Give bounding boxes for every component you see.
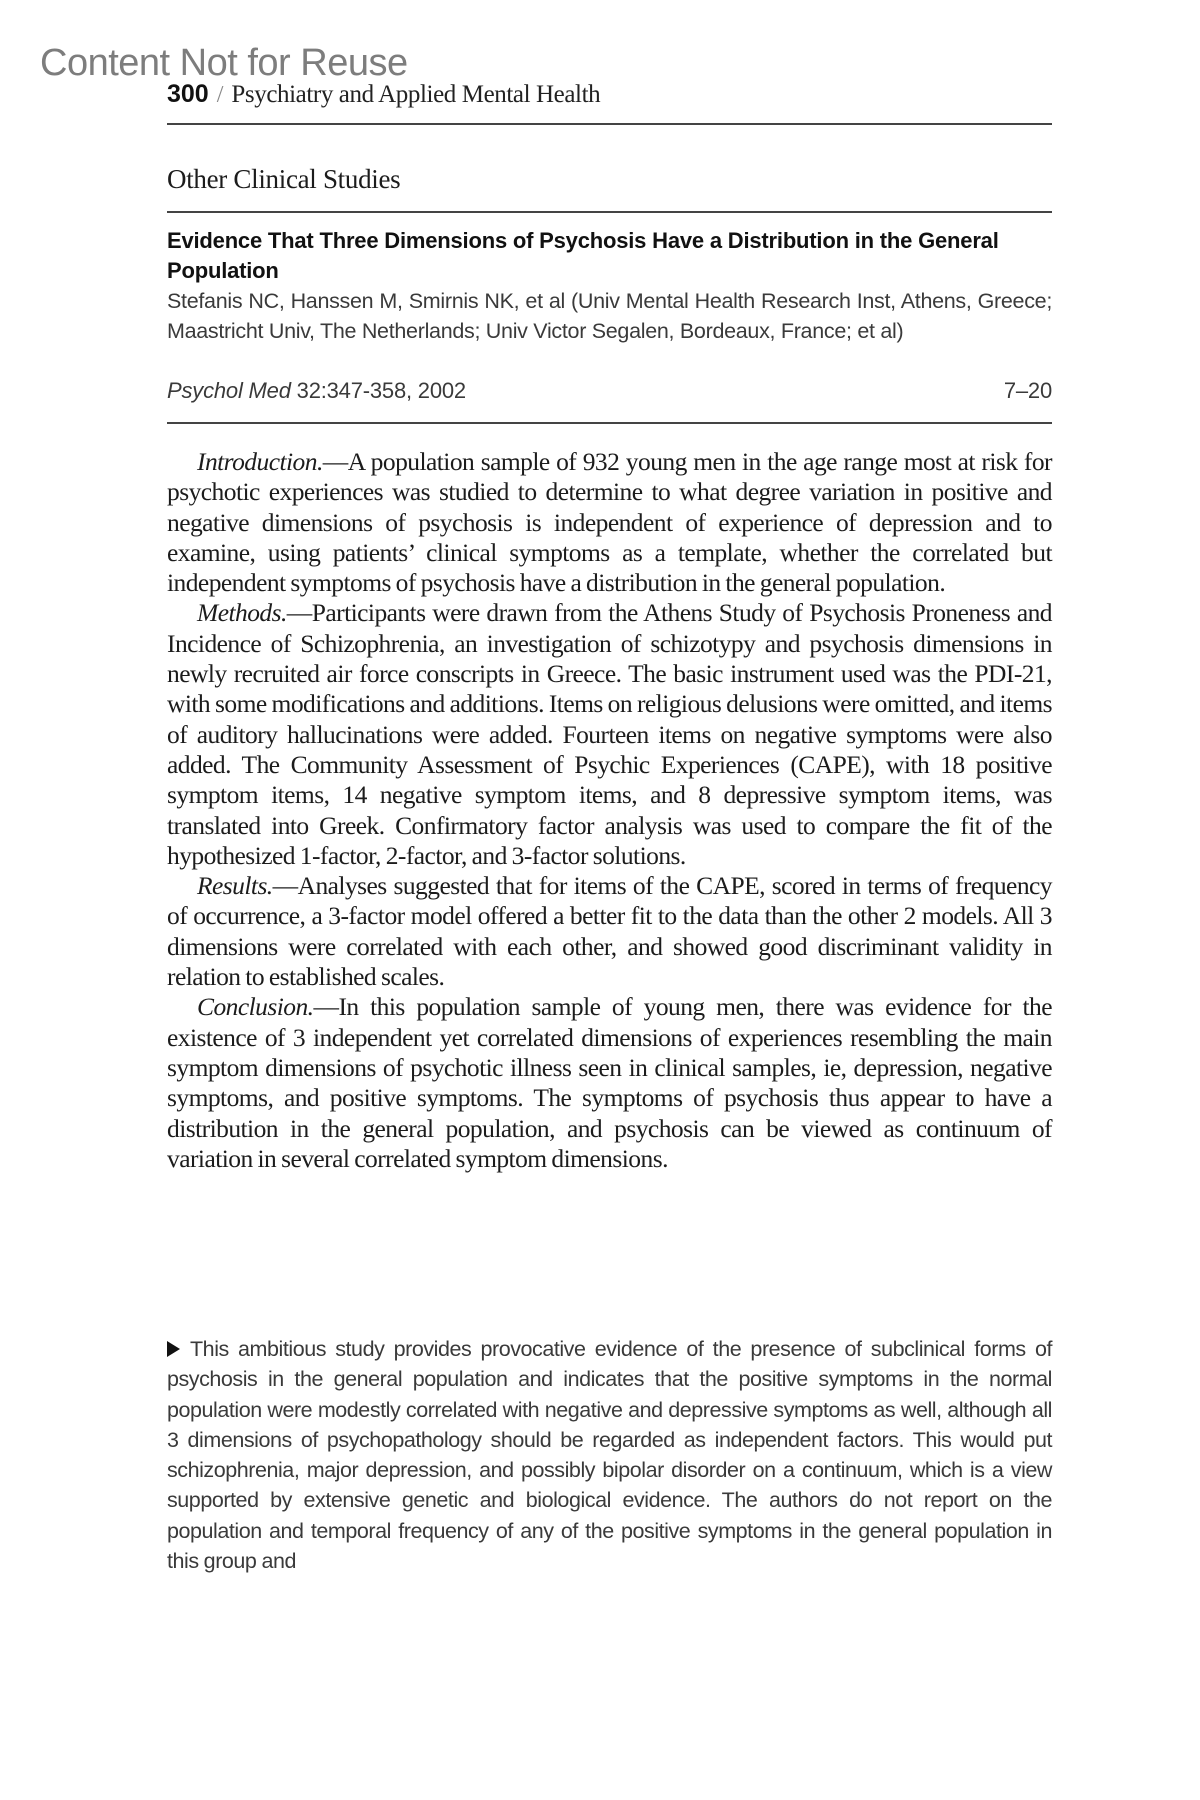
article-authors: Stefanis NC, Hanssen M, Smirnis NK, et al (Univ Mental Health Research Inst, Athens, Greece; Maastricht Univ, The Netherlands; Univ Victor Segalen, Bordeaux, France; et al) bbox=[167, 289, 1052, 343]
journal-title: Psychiatry and Applied Mental Health bbox=[231, 81, 601, 108]
abstract-text: —Participants were drawn from the Athens Study of Psychosis Proneness and Incidence of Schizophrenia, an investigation of schizotypy and psychosis dimensions in newly recruited air force conscripts in Greece. The basic instrument used was the PDI-21, with some modifications and additions. Items on religious delusions were omitted, and items of auditory hallucinations were added. Fourteen items on negative symptoms were also added. The Community Assessment of Psychic Experiences (CAPE), with 18 positive symptom items, 14 negative symptom items, and 8 depressive symptom items, was translated into Greek. Confirmatory factor analysis was used to compare the fit of the hypothesized 1-factor, 2-factor, and 3-factor solutions. bbox=[167, 598, 1052, 870]
article-title: Evidence That Three Dimensions of Psychosis Have a Distribution in the General Population bbox=[167, 228, 999, 283]
abstract-methods bbox=[167, 598, 1052, 871]
editorial-commentary bbox=[167, 1334, 1052, 1576]
page-number: 300 bbox=[167, 80, 209, 108]
header-divider bbox=[167, 123, 1052, 125]
citation-details: 32:347-358, 2002 bbox=[290, 378, 466, 403]
running-head-separator: / bbox=[216, 82, 224, 108]
commentary-paragraph bbox=[167, 1334, 1052, 1576]
abstract-text: —In this population sample of young men, there was evidence for the existence of 3 independent yet correlated dimensions of experiences resembling the main symptom dimensions of psychotic illness seen in clinical samples, ie, depression, negative symptoms, and positive symptoms. The symptoms of psychosis thus appear to have a distribution in the general population, and psychosis can be viewed as continuum of variation in several correlated symptom dimensions. bbox=[167, 992, 1052, 1173]
abstract-heading: Conclusion. bbox=[197, 992, 314, 1022]
citation-divider bbox=[167, 422, 1052, 424]
abstract-heading: Introduction. bbox=[197, 447, 323, 476]
abstract-heading: Results. bbox=[197, 871, 273, 901]
abstract-heading: Methods. bbox=[197, 598, 287, 628]
abstract bbox=[167, 447, 1052, 1174]
commentary-text: This ambitious study provides provocative evidence of the presence of subclinical forms of psychosis in the general population and indicates that the positive symptoms in the normal population were modestly correlated with negative and depressive symptoms as well, although all 3 dimensions of psychopathology should be regarded as independent factors. This would put schizophrenia, major depression, and possibly bipolar disorder on a continuum, which is a view supported by extensive genetic and biological evidence. The authors do not report on the population and temporal frequency of any of the positive symptoms in the general population in this group and bbox=[167, 1337, 1052, 1574]
abstract-text: —Analyses suggested that for items of the CAPE, scored in terms of frequency of occurrence, a 3-factor model offered a better fit to the data than the other 2 models. All 3 dimensions were correlated with each other, and showed good discriminant validity in relation to established scales. bbox=[167, 871, 1052, 992]
abstract-introduction bbox=[167, 447, 1052, 598]
watermark: Content Not for Reuse bbox=[40, 42, 408, 84]
citation-source bbox=[167, 376, 466, 406]
article-citation bbox=[167, 376, 1052, 406]
citation-journal: Psychol Med bbox=[167, 378, 291, 403]
citation-code: 7–20 bbox=[1003, 378, 1052, 403]
section-divider bbox=[167, 211, 1052, 213]
abstract-conclusion bbox=[167, 992, 1052, 1174]
abstract-text: —A population sample of 932 young men in the age range most at risk for psychotic experiences was studied to determine to what degree variation in positive and negative dimensions of psychosis is independent of experience of depression and to examine, using patients’ clinical symptoms as a template, whether the correlated but independent symptoms of psychosis have a distribution in the general population. bbox=[167, 447, 1052, 598]
running-head bbox=[167, 82, 600, 107]
abstract-results bbox=[167, 871, 1052, 992]
section-title: Other Clinical Studies bbox=[167, 164, 401, 194]
right-triangle-bullet-icon bbox=[167, 1341, 180, 1357]
